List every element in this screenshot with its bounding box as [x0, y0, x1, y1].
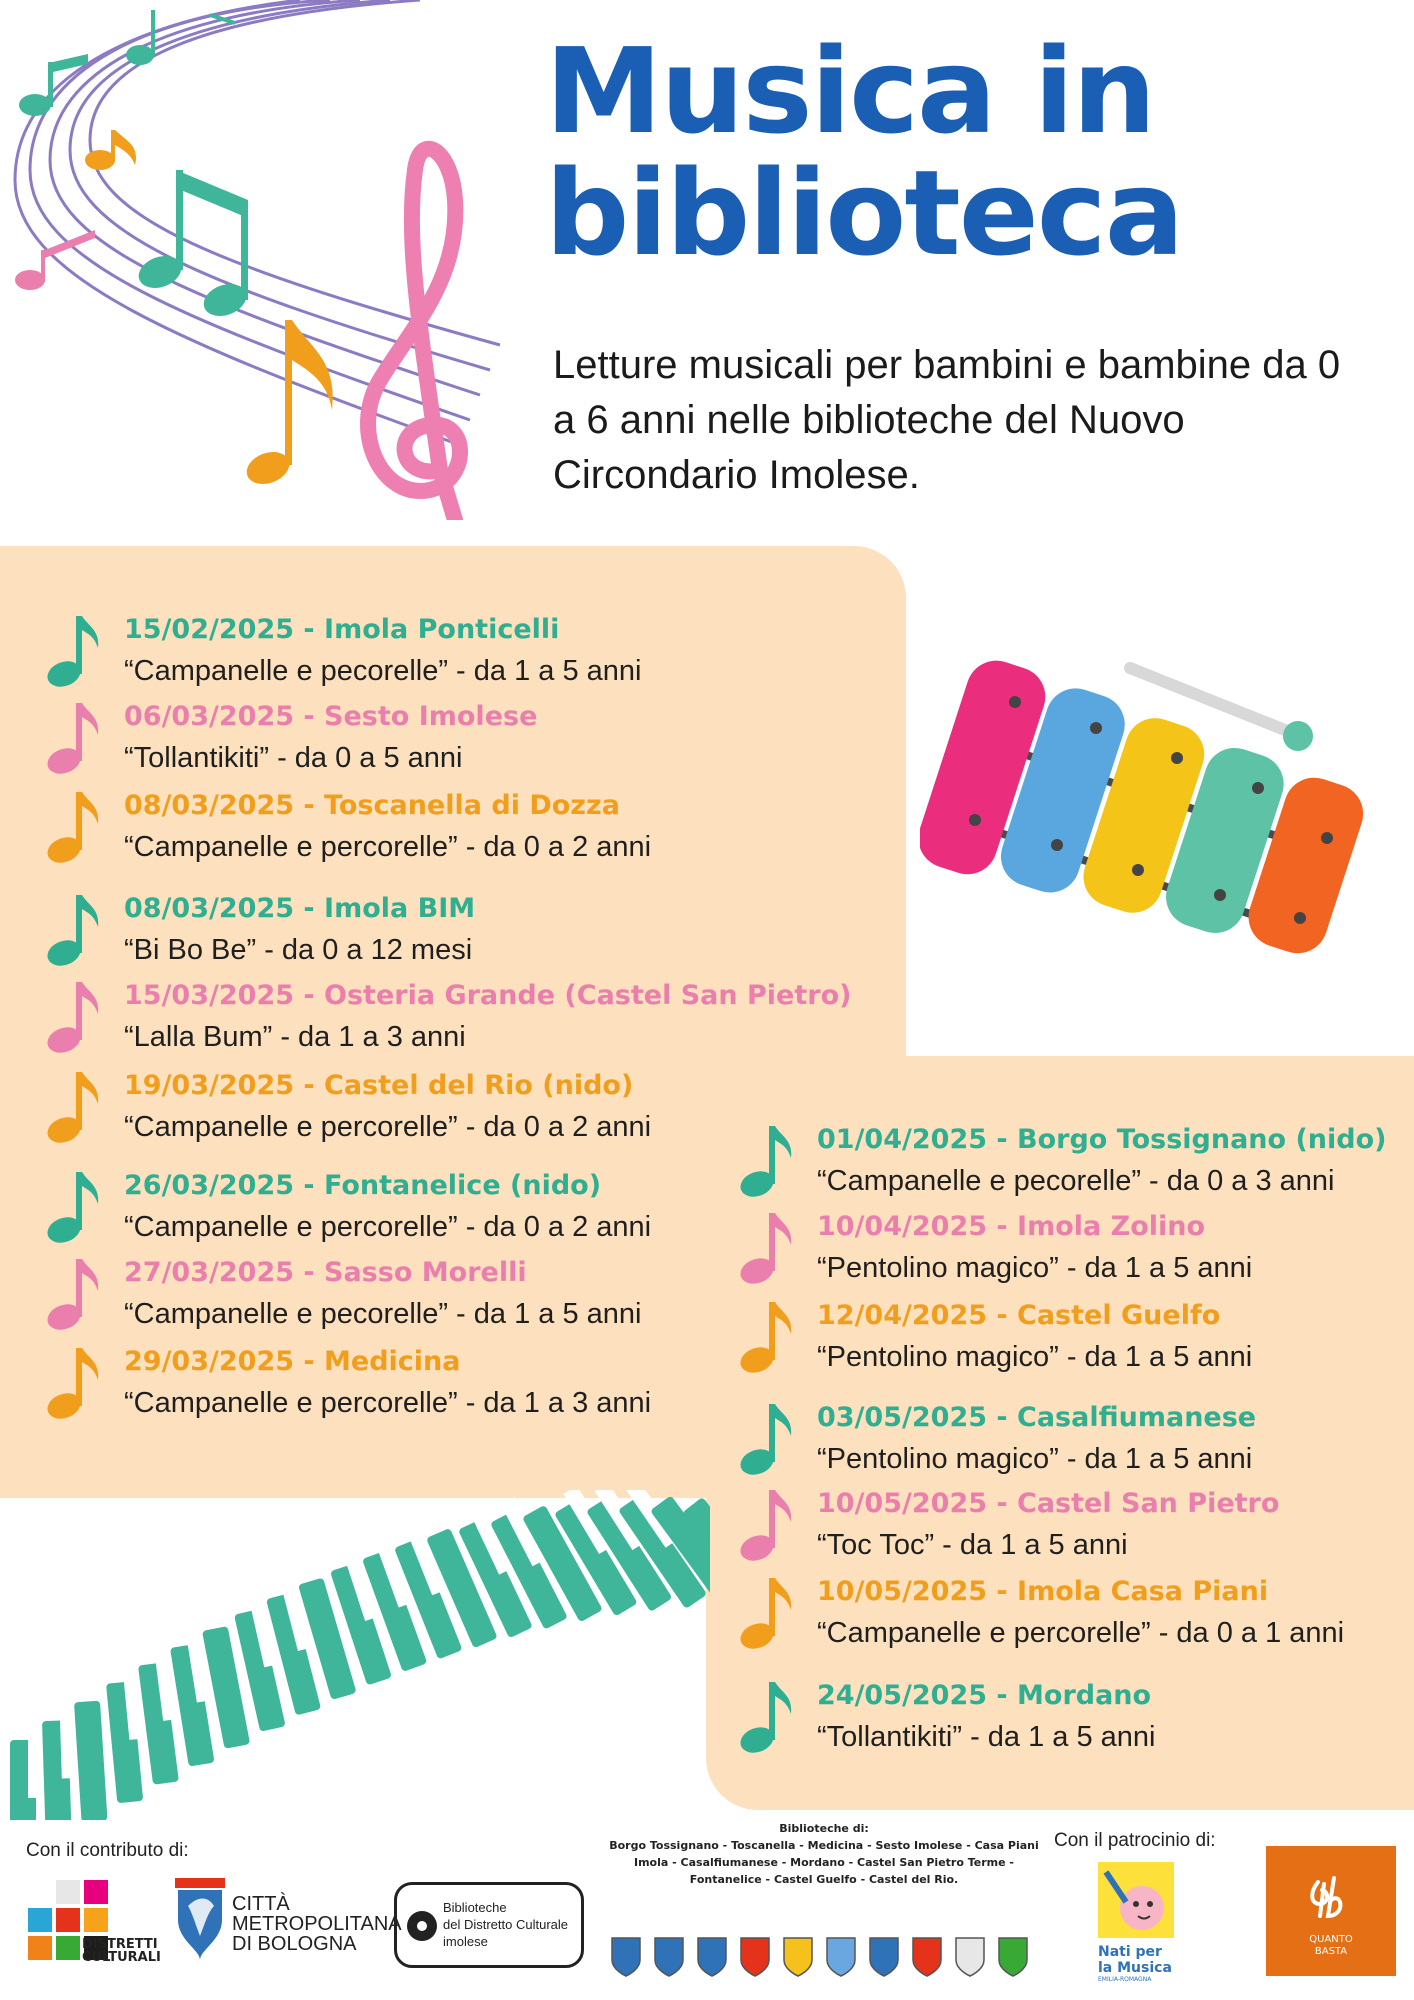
event-item	[739, 1486, 1414, 1568]
event-description: “Campanelle e pecorelle” - da 1 a 5 anni	[124, 1298, 642, 1330]
music-note-icon	[46, 1255, 100, 1331]
event-description: “Campanelle e pecorelle” - da 1 a 5 anni	[124, 655, 642, 687]
event-description: “Bi Bo Be” - da 0 a 12 mesi	[124, 934, 473, 966]
municipal-crest-icon	[741, 1938, 769, 1976]
municipal-crest-icon	[698, 1938, 726, 1976]
biblioteche-line-3: Fontanelice - Castel Guelfo - Castel del Rio.	[689, 1873, 959, 1886]
event-date-place: 10/05/2025 - Imola Casa Piani	[817, 1576, 1269, 1607]
event-item	[739, 1298, 1414, 1380]
citta-line-3: DI BOLOGNA	[232, 1933, 357, 1955]
music-note-icon	[46, 1168, 100, 1244]
event-description: “Tollantikiti” - da 0 a 5 anni	[124, 742, 463, 774]
event-date-place: 15/03/2025 - Osteria Grande (Castel San Pietro)	[124, 980, 852, 1011]
event-item	[46, 978, 852, 1060]
event-item	[739, 1574, 1414, 1656]
citta-line-1: CITTÀ	[232, 1893, 290, 1915]
event-date-place: 24/05/2025 - Mordano	[817, 1680, 1152, 1711]
event-description: “Pentolino magico” - da 1 a 5 anni	[817, 1252, 1253, 1284]
event-date-place: 15/02/2025 - Imola Ponticelli	[124, 614, 560, 645]
piano-key	[74, 1701, 108, 1820]
nati-line-3: EMILIA-ROMAGNA	[1098, 1976, 1152, 1983]
event-item	[46, 891, 746, 973]
event-description: “Pentolino magico” - da 1 a 5 anni	[817, 1341, 1253, 1373]
biblio-logo-line-2: del Distretto Culturale	[443, 1917, 568, 1932]
event-date-place: 01/04/2025 - Borgo Tossignano (nido)	[817, 1124, 1387, 1155]
event-date-place: 29/03/2025 - Medicina	[124, 1346, 461, 1377]
nati-logo-text	[1098, 1944, 1174, 1984]
municipal-crest-icon	[827, 1938, 855, 1976]
event-description: “Toc Toc” - da 1 a 5 anni	[817, 1529, 1128, 1561]
title-line-1: Musica in	[545, 22, 1155, 160]
page-title	[545, 22, 1405, 282]
citta-logo-text	[232, 1894, 402, 1954]
music-note-icon	[46, 1344, 100, 1420]
event-item	[46, 1168, 746, 1250]
event-description: “Campanelle e percorelle” - da 1 a 3 anni	[124, 1387, 652, 1419]
music-note-icon	[739, 1400, 793, 1476]
music-note-icon	[46, 1068, 100, 1144]
bologna-emblem-icon	[170, 1876, 230, 1966]
nati-child-icon	[1098, 1862, 1174, 1938]
event-description: “Campanelle e percorelle” - da 0 a 2 anni	[124, 1111, 652, 1143]
municipal-crest-icon	[999, 1938, 1027, 1976]
event-date-place: 27/03/2025 - Sasso Morelli	[124, 1257, 527, 1288]
music-note-icon	[46, 699, 100, 775]
xylophone-illustration	[920, 650, 1380, 980]
vinyl-record-icon	[405, 1909, 439, 1943]
distretti-line-1: DISTRETTI	[82, 1937, 158, 1952]
music-note-icon	[739, 1298, 793, 1374]
qb-monogram-icon	[1306, 1872, 1356, 1922]
music-note-icon	[739, 1678, 793, 1754]
event-date-place: 03/05/2025 - Casalfiumanese	[817, 1402, 1257, 1433]
biblioteche-line-1: Borgo Tossignano - Toscanella - Medicina - Sesto Imolese - Casa Piani	[609, 1839, 1039, 1852]
citta-line-2: METROPOLITANA	[232, 1913, 402, 1935]
event-item	[46, 788, 746, 870]
event-date-place: 12/04/2025 - Castel Guelfo	[817, 1300, 1221, 1331]
event-date-place: 06/03/2025 - Sesto Imolese	[124, 701, 538, 732]
biblioteche-list	[604, 1820, 1044, 1888]
distretti-logo-text	[82, 1938, 161, 1964]
qb-line-1: QUANTO	[1309, 1934, 1353, 1945]
event-item	[46, 1255, 746, 1337]
piano-key-gap	[28, 1728, 44, 1798]
event-description: “Pentolino magico” - da 1 a 5 anni	[817, 1443, 1253, 1475]
event-description: “Lalla Bum” - da 1 a 3 anni	[124, 1021, 466, 1053]
distretti-line-2: CULTURALI	[82, 1950, 161, 1965]
music-note-icon	[46, 891, 100, 967]
biblioteche-line-2: Imola - Casalfiumanese - Mordano - Castel San Pietro Terme -	[634, 1856, 1014, 1869]
municipal-crest-icon	[655, 1938, 683, 1976]
event-description: “Tollantikiti” - da 1 a 5 anni	[817, 1721, 1156, 1753]
biblio-logo-line-1: Biblioteche	[443, 1900, 507, 1915]
event-date-place: 08/03/2025 - Imola BIM	[124, 893, 476, 924]
event-item	[46, 1344, 746, 1426]
nati-line-2: la Musica	[1098, 1960, 1172, 1976]
event-description: “Campanelle e percorelle” - da 0 a 2 anni	[124, 1211, 652, 1243]
municipal-crest-icon	[913, 1938, 941, 1976]
event-item	[739, 1209, 1414, 1291]
event-item	[739, 1678, 1414, 1760]
music-note-icon	[739, 1122, 793, 1198]
event-date-place: 10/05/2025 - Castel San Pietro	[817, 1488, 1280, 1519]
qb-logo-text	[1266, 1934, 1396, 1958]
biblioteche-logo-text	[443, 1899, 568, 1950]
biblioteche-distretto-logo	[394, 1882, 584, 1968]
quanto-basta-logo	[1266, 1846, 1396, 1976]
nati-per-la-musica-logo	[1098, 1862, 1174, 1988]
biblio-logo-line-3: imolese	[443, 1934, 488, 1949]
event-description: “Campanelle e percorelle” - da 0 a 1 anni	[817, 1617, 1345, 1649]
nati-line-1: Nati per	[1098, 1944, 1162, 1960]
music-staff-illustration	[0, 0, 520, 520]
municipal-crests-row	[602, 1932, 1042, 1982]
event-item	[46, 699, 746, 781]
citta-metropolitana-logo	[170, 1876, 402, 1966]
music-note-icon	[46, 612, 100, 688]
event-item	[46, 1068, 746, 1150]
title-line-2: biblioteca	[545, 144, 1183, 282]
music-note-icon	[739, 1574, 793, 1650]
municipal-crest-icon	[612, 1938, 640, 1976]
patrocinio-label: Con il patrocinio di:	[1054, 1830, 1216, 1851]
event-date-place: 10/04/2025 - Imola Zolino	[817, 1211, 1206, 1242]
event-date-place: 19/03/2025 - Castel del Rio (nido)	[124, 1070, 634, 1101]
music-note-icon	[46, 978, 100, 1054]
event-item	[739, 1400, 1414, 1482]
event-item	[739, 1122, 1414, 1204]
subtitle: Letture musicali per bambini e bambine da 0 a 6 anni nelle biblioteche del Nuovo Circondario Imolese.	[553, 343, 1341, 497]
music-note-icon	[739, 1486, 793, 1562]
event-date-place: 26/03/2025 - Fontanelice (nido)	[124, 1170, 602, 1201]
municipal-crest-icon	[870, 1938, 898, 1976]
piano-keys-illustration	[0, 1490, 710, 1820]
contributo-label: Con il contributo di:	[26, 1840, 189, 1861]
music-note-icon	[46, 788, 100, 864]
municipal-crest-icon	[784, 1938, 812, 1976]
biblioteche-title: Biblioteche di:	[779, 1822, 869, 1835]
municipal-crest-icon	[956, 1938, 984, 1976]
event-date-place: 08/03/2025 - Toscanella di Dozza	[124, 790, 620, 821]
qb-line-2: BASTA	[1314, 1946, 1348, 1957]
event-description: “Campanelle e percorelle” - da 0 a 2 anni	[124, 831, 652, 863]
event-item	[46, 612, 746, 694]
event-description: “Campanelle e pecorelle” - da 0 a 3 anni	[817, 1165, 1335, 1197]
distretti-culturali-logo	[26, 1880, 176, 1970]
music-note-icon	[739, 1209, 793, 1285]
